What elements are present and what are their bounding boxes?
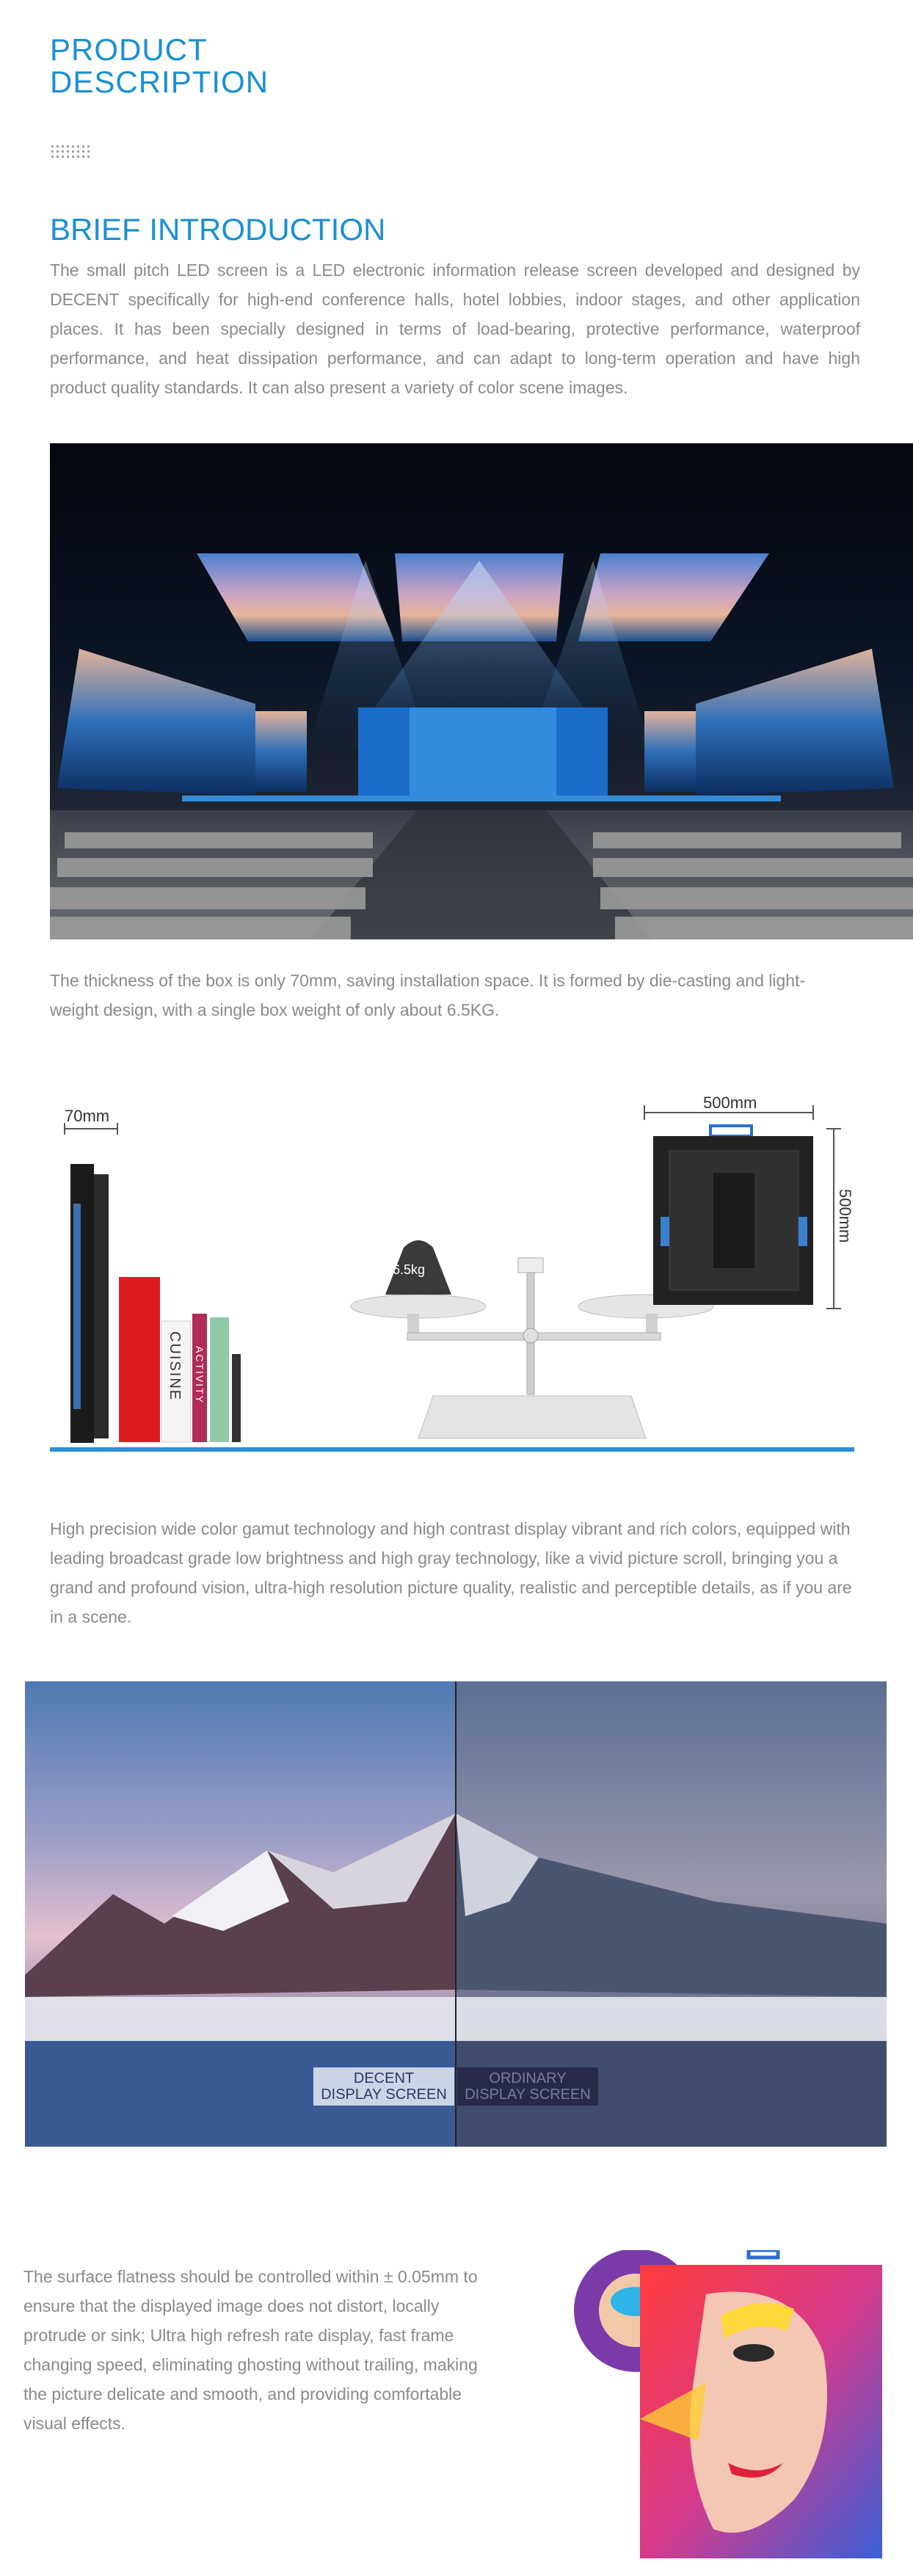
ordinary-display-label: ORDINARY DISPLAY SCREEN	[457, 2067, 598, 2106]
stage-illustration	[50, 443, 913, 939]
stage-led-screen-image	[50, 443, 913, 939]
page-title	[50, 34, 269, 98]
dot-grid-decoration	[50, 144, 90, 160]
side-screen-right	[696, 649, 894, 796]
page-title-line1: PRODUCT	[50, 32, 208, 67]
face-closeup-image	[574, 2250, 882, 2558]
height-dimension-label: 500mm	[836, 1189, 854, 1243]
intro-paragraph: The small pitch LED screen is a LED electronic information release screen developed and designed by DECENT specifically for high-end conference halls, hotel lobbies, indoor stages, and other application places. It has been specially designed in terms of load-bearing, protective performance, waterproof performance, and heat dissipation performance, and can adapt to long-term operation and have high product quality standards. It can also present a variety of color scene images.	[50, 261, 860, 397]
cabinet-handle	[710, 1126, 752, 1136]
book-spine-activity: ACTIVITY	[194, 1346, 205, 1405]
mountain-comparison-illustration	[25, 1681, 887, 2147]
floor-line	[50, 1447, 854, 1452]
flatness-paragraph: The surface flatness should be controlled within ± 0.05mm to ensure that the displayed image does not distort, locally protrude or sink; Ultra high refresh rate display, fast frame changing speed, eliminating ghosting without trailing, making the picture delicate and smooth, and providing comfortable visual effects.	[23, 2267, 478, 2433]
thickness-paragraph: The thickness of the box is only 70mm, saving installation space. It is formed by die-casting and light-weight design, with a single box weight of only about 6.5KG.	[50, 971, 806, 1019]
cabinet-front-view-illustration	[640, 1099, 853, 1320]
section-heading-brief-introduction: BRIEF INTRODUCTION	[50, 212, 386, 247]
green-book	[210, 1317, 229, 1442]
cabinet-side-view-illustration	[66, 1160, 279, 1449]
color-paragraph: High precision wide color gamut technology and high contrast display vibrant and rich colors, equipped with leading broadcast grade low brightness and high gray technology, like a vivid picture scroll, bringing you a grand and profound vision, ultra-high resolution picture quality, realistic and perceptible details, as if you are in a scene.	[50, 1519, 852, 1626]
decent-display-label: DECENT DISPLAY SCREEN	[313, 2067, 454, 2106]
page-title-line2: DESCRIPTION	[50, 65, 269, 99]
width-dimension-label: 500mm	[703, 1094, 757, 1112]
weight-label: 6.5kg	[393, 1262, 426, 1277]
side-screen-left	[57, 649, 255, 796]
face-illustration	[574, 2250, 882, 2558]
depth-dimension-label: 70mm	[65, 1107, 110, 1125]
book-spine-cuisine: CUISINE	[167, 1331, 183, 1402]
comparison-image	[25, 1681, 887, 2147]
red-book	[119, 1277, 160, 1442]
depth-dimension-arrow	[62, 1121, 120, 1136]
